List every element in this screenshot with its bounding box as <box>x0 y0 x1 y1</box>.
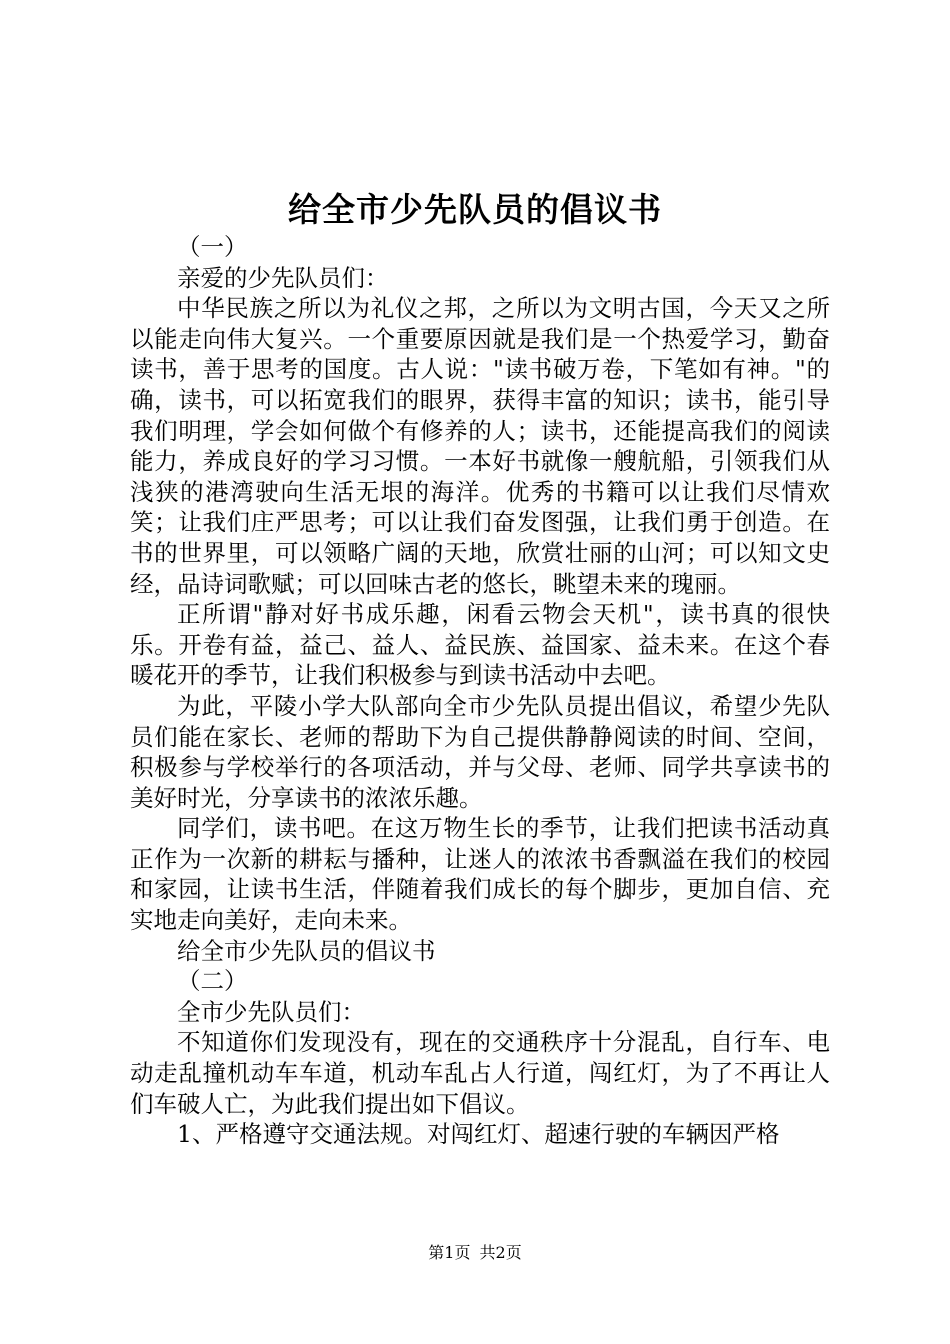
salutation: 全市少先队员们： <box>177 997 365 1026</box>
body-paragraph: 1、严格遵守交通法规。对闯红灯、超速行驶的车辆因严格 <box>177 1120 780 1149</box>
page-number: 第1页 共2页 <box>428 1243 522 1262</box>
body-paragraph: 同学们，读书吧。在这万物生长的季节，让我们把读书活动真正作为一次新的耕耘与播种，让迷人的浓浓书香飘溢在我们的校园和家园，让读书生活，伴随着我们成长的每个脚步，更加自信、充实地走向美好，走向未来。 <box>130 814 830 935</box>
body-paragraph: 正所谓"静对好书成乐趣，闲看云物会天机"，读书真的很快乐。开卷有益，益己、益人、益民族、益国家、益未来。在这个春暖花开的季节，让我们积极参与到读书活动中去吧。 <box>130 600 830 690</box>
salutation: 亲爱的少先队员们： <box>177 263 389 292</box>
section-number: （二） <box>177 967 248 996</box>
body-paragraph: 中华民族之所以为礼仪之邦，之所以为文明古国，今天又之所以能走向伟大复兴。一个重要原因就是我们是一个热爱学习，勤奋读书，善于思考的国度。古人说："读书破万卷，下笔如有神。"的确，读书，可以拓宽我们的眼界，获得丰富的知识；读书，能引导我们明理，学会如何做个有修养的人；读书，还能提高我们的阅读能力，养成良好的学习习惯。一本好书就像一艘航船，引领我们从浅狭的港湾驶向生活无垠的海洋。优秀的书籍可以让我们尽情欢笑；让我们庄严思考；可以让我们奋发图强，让我们勇于创造。在书的世界里，可以领略广阔的天地，欣赏壮丽的山河；可以知文史经，品诗词歌赋；可以回味古老的悠长，眺望未来的瑰丽。 <box>130 294 830 598</box>
body-paragraph: 为此，平陵小学大队部向全市少先队员提出倡议，希望少先队员们能在家长、老师的帮助下为自己提供静静阅读的时间、空间，积极参与学校举行的各项活动，并与父母、老师、同学共享读书的美好时光，分享读书的浓浓乐趣。 <box>130 691 830 812</box>
body-paragraph: 不知道你们发现没有，现在的交通秩序十分混乱，自行车、电动走乱撞机动车车道，机动车乱占人行道，闯红灯，为了不再让人们车破人亡，为此我们提出如下倡议。 <box>130 1028 830 1118</box>
document-title: 给全市少先队员的倡议书 <box>288 190 662 229</box>
document-body <box>130 232 830 1150</box>
section-number: （一） <box>177 233 248 261</box>
subtitle-line: 给全市少先队员的倡议书 <box>177 936 436 965</box>
